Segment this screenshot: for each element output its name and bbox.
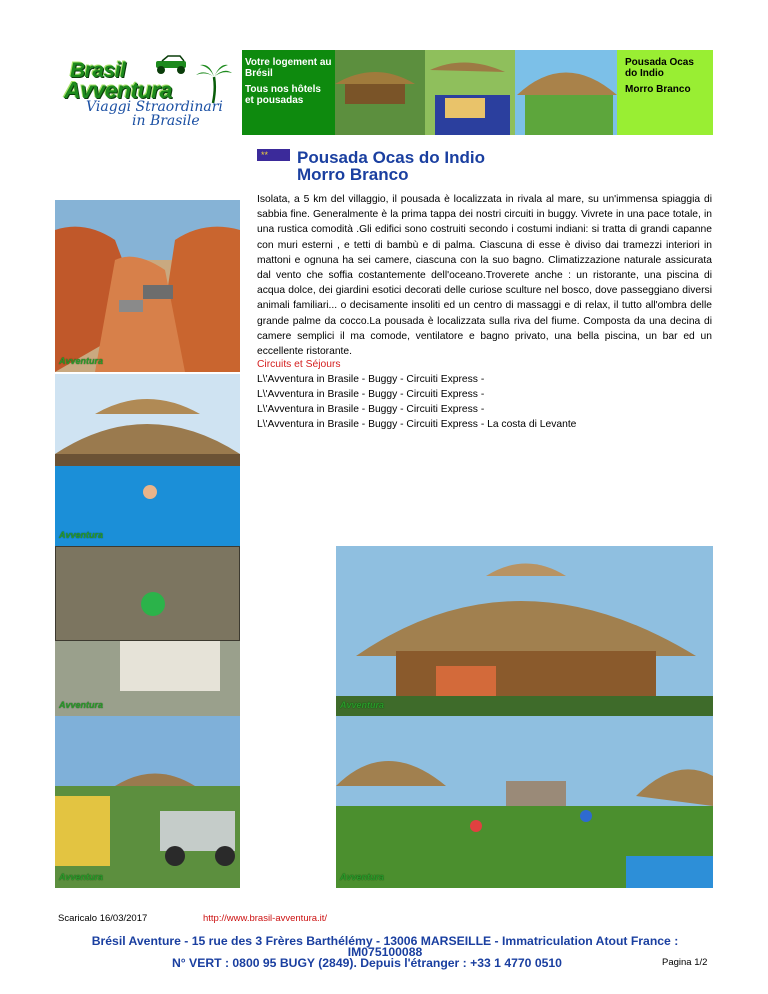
header-location-box [617, 50, 713, 135]
circuit-link[interactable]: L\'Avventura in Brasile - Buggy - Circuiti Express - [257, 404, 485, 415]
logo-tagline-2: in Brasile [132, 113, 200, 129]
circuit-link[interactable]: L\'Avventura in Brasile - Buggy - Circuiti Express - [257, 374, 485, 385]
circuit-link[interactable]: L\'Avventura in Brasile - Buggy - Circuiti Express - La costa di Levante [257, 419, 577, 430]
photo-large-hut [336, 546, 713, 716]
palm-tree-icon [196, 63, 232, 103]
description-paragraph: Isolata, a 5 km del villaggio, il pousada è localizzata in rivala al mare, su un'immensa spiaggia di sabbia fine. Generalmente è la prima tappa dei nostri circuiti in buggy. Vivrete in una pace totale, in una rustica comodità .Gli edifici sono costruiti secondo i costumi indiani: si tratta di grandi capanne con muri esterni , e tetti di bambù e di palma. Ciascuna di esse è diviso dai tramezzi interiori in mattoni e ognuna ha sei camere, ciascuna con la suo bagno. Climatizzazione naturale assicurata dal vento che soffia costantemente dell'oceano.Troverete anche : un ristorante, una piscina di acqua dolce, dei giardini esotici decorati delle curiose sculture nel bosco, dove passeggiano diversi animali familiari... o decisamente insoliti ed un centro di massaggi e di relax, il tutto all'ombra delle grande palme da cocco.La pousada è localizzata sulla riva del fiume. Composta da una decina di camere semplici il ma comode, ventilatore e bagno privato, una bella piscina, un bar ed un eccellente ristorante. [257, 194, 712, 358]
watermark-logo: Avventura [59, 700, 104, 710]
registration-number: IM075100088 [347, 945, 423, 959]
page-title-line1: Pousada Ocas do Indio [297, 148, 485, 167]
download-date: Scaricalo 16/03/2017 [58, 913, 148, 924]
photo-red-cliffs-beach [55, 200, 240, 372]
circuit-link[interactable]: L\'Avventura in Brasile - Buggy - Circuiti Express - [257, 389, 485, 400]
circuits-heading[interactable]: Circuits et Séjours [257, 359, 341, 370]
watermark-logo: Avventura [340, 700, 385, 710]
page-title-line2: Morro Branco [297, 165, 409, 184]
logo-word-brasil: Brasil [70, 59, 126, 82]
nav-link-lodging[interactable]: Votre logement au Brésil [245, 57, 332, 79]
photo-garden-palms [336, 716, 713, 888]
header-pousada-name: Pousada Ocas do Indio [625, 57, 694, 79]
page-title [297, 149, 485, 183]
header-location-name: Morro Branco [625, 84, 691, 95]
watermark-logo: Avventura [59, 530, 104, 540]
website-link[interactable]: http://www.brasil-avventura.it/ [203, 913, 328, 924]
watermark-logo: Avventura [59, 356, 104, 366]
watermark-logo: Avventura [59, 872, 104, 882]
star-rating-badge: ** [257, 149, 290, 161]
company-address: Brésil Aventure - 15 rue des 3 Frères Barthélémy - 13006 MARSEILLE - Immatriculation Atout France : [91, 934, 679, 948]
logo-word-avventura: Avventura [64, 77, 172, 103]
photo-pool-hut [55, 374, 240, 546]
nav-link-hotels[interactable]: Tous nos hôtels et pousadas [245, 84, 321, 106]
watermark-logo: Avventura [340, 872, 385, 882]
logo-tagline: Viaggi Straordinari [86, 99, 223, 115]
header-photo-collage [335, 50, 617, 135]
buggy-icon [150, 55, 196, 77]
photo-massage-room [55, 546, 240, 716]
brand-logo [58, 55, 228, 133]
contact-phone: N° VERT : 0800 95 BUGY (2849). Depuis l'étranger : +33 1 4770 0510 [172, 956, 562, 970]
photo-buggies-grounds [55, 716, 240, 888]
page-number: Pagina 1/2 [662, 957, 708, 968]
header-nav-box [242, 50, 335, 135]
